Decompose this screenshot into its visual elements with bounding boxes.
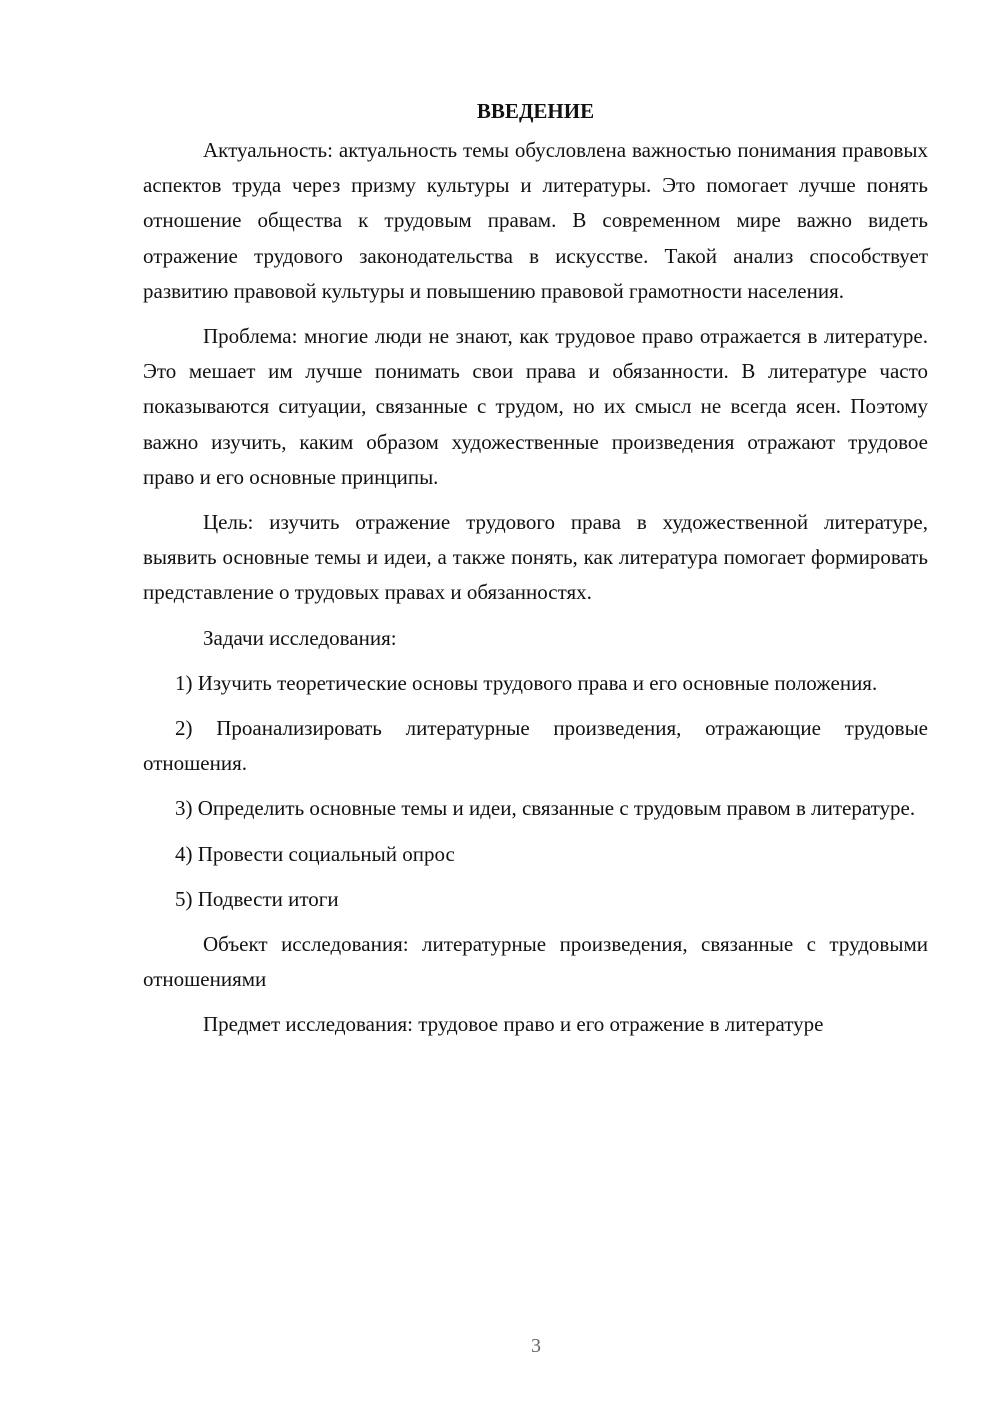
document-page <box>143 95 928 1053</box>
paragraph-object: Объект исследования: литературные произведения, связанные с трудовыми отношениями <box>143 932 928 992</box>
paragraph-goal: Цель: изучить отражение трудового права в художественной литературе, выявить основные темы и идеи, а также понять, как литература помогает формировать представление о трудовых правах и обязанностях. <box>143 510 928 605</box>
task-item-2: 2) Проанализировать литературные произведения, отражающие трудовые отношения. <box>143 716 928 776</box>
task-item-4: 4) Провести социальный опрос <box>175 841 455 866</box>
paragraph-relevance: Актуальность: актуальность темы обусловлена важностью понимания правовых аспектов труда через призму культуры и литературы. Это помогает лучше понять отношение общества к трудовым правам. В современном мире важно видеть отражение трудового законодательства в искусстве. Такой анализ способствует развитию правовой культуры и повышению правовой грамотности населения. <box>143 138 928 303</box>
paragraph-problem: Проблема: многие люди не знают, как трудовое право отражается в литературе. Это мешает им лучше понимать свои права и обязанности. В литературе часто показываются ситуации, связанные с трудом, но их смысл не всегда ясен. Поэтому важно изучить, каким образом художественные произведения отражают трудовое право и его основные принципы. <box>143 324 928 489</box>
paragraph-tasks-intro: Задачи исследования: <box>203 625 397 650</box>
page-number: 3 <box>531 1335 541 1357</box>
task-item-3: 3) Определить основные темы и идеи, связанные с трудовым правом в литературе. <box>175 796 916 821</box>
task-item-1: 1) Изучить теоретические основы трудового права и его основные положения. <box>175 670 878 695</box>
section-heading: ВВЕДЕНИЕ <box>476 99 595 123</box>
task-item-5: 5) Подвести итоги <box>175 886 339 911</box>
paragraph-subject: Предмет исследования: трудовое право и его отражение в литературе <box>203 1012 824 1037</box>
